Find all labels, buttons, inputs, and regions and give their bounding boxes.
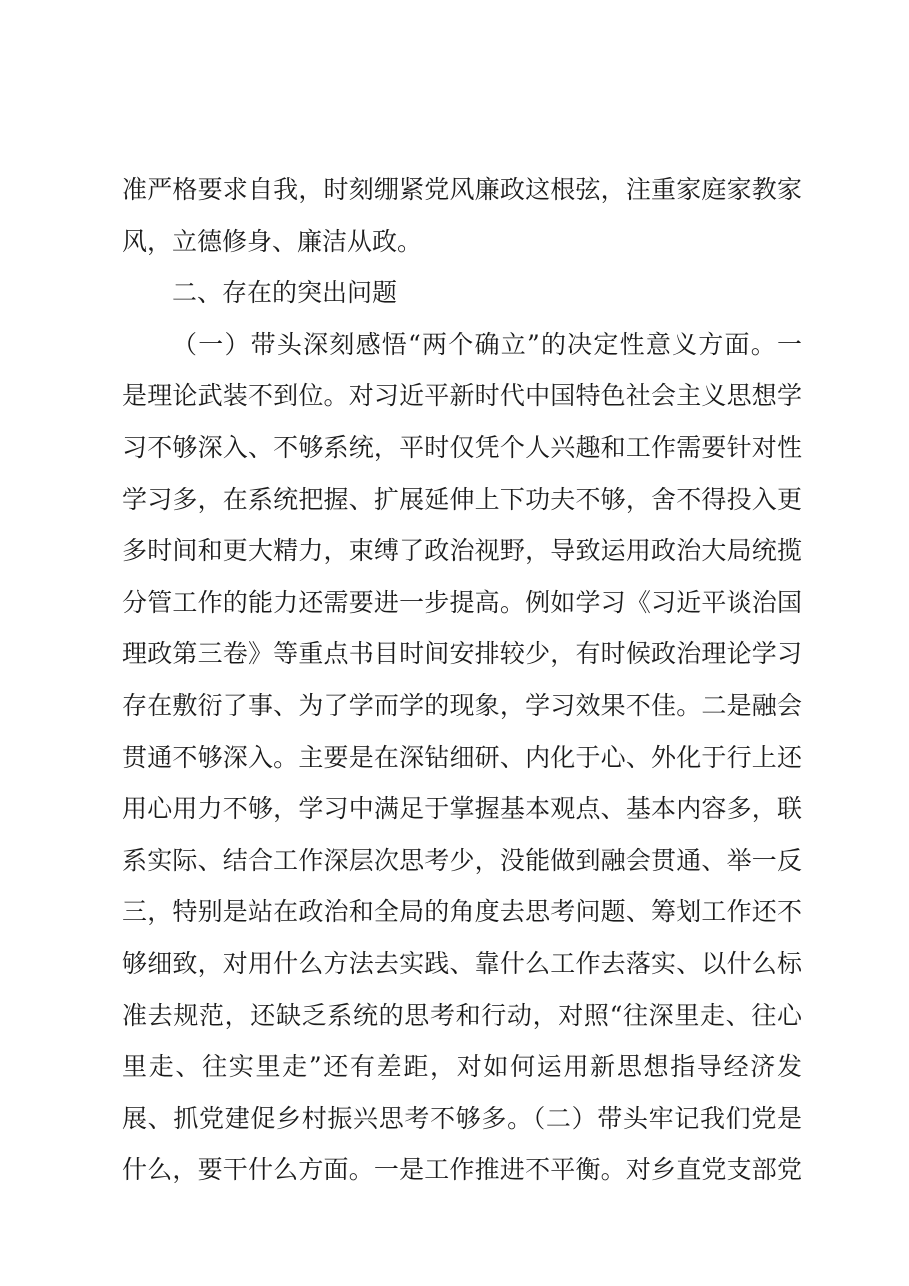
paragraph-line: 准去规范，还缺乏系统的思考和行动，对照“往深里走、往心: [122, 1000, 802, 1030]
paragraph-line: 分管工作的能力还需要进一步提高。例如学习《习近平谈治国: [122, 587, 802, 617]
paragraph-line: 展、抓党建促乡村振兴思考不够多。（二）带头牢记我们党是: [122, 1103, 802, 1133]
paragraph-line: 多时间和更大精力，束缚了政治视野，导致运用政治大局统揽: [122, 536, 802, 566]
paragraph-line: 是理论武装不到位。对习近平新时代中国特色社会主义思想学: [122, 381, 802, 411]
paragraph-line: 风，立德修身、廉洁从政。: [122, 226, 423, 256]
paragraph-line: 贯通不够深入。主要是在深钻细研、内化于心、外化于行上还: [122, 742, 802, 772]
paragraph-line: 理政第三卷》等重点书目时间安排较少，有时候政治理论学习: [122, 639, 802, 669]
paragraph-line: 准严格要求自我，时刻绷紧党风廉政这根弦，注重家庭家教家: [122, 175, 802, 204]
paragraph-line: 里走、往实里走”还有差距，对如何运用新思想指导经济发: [122, 1052, 802, 1082]
body-text: [122, 164, 802, 1196]
paragraph-line: 三，特别是站在政治和全局的角度去思考问题、筹划工作还不: [122, 897, 802, 927]
paragraph-line: 什么，要干什么方面。一是工作推进不平衡。对乡直党支部党: [122, 1155, 802, 1185]
paragraph-line: 习不够深入、不够系统，平时仅凭个人兴趣和工作需要针对性: [122, 432, 802, 462]
paragraph-line: （一）带头深刻感悟“两个确立”的决定性意义方面。一: [172, 329, 802, 359]
section-heading: 二、存在的突出问题: [172, 278, 398, 308]
paragraph-line: 够细致，对用什么方法去实践、靠什么工作去落实、以什么标: [122, 948, 802, 978]
paragraph-line: 用心用力不够，学习中满足于掌握基本观点、基本内容多，联: [122, 794, 802, 824]
paragraph-line: 存在敷衍了事、为了学而学的现象，学习效果不佳。二是融会: [122, 690, 802, 720]
paragraph-line: 系实际、结合工作深层次思考少，没能做到融会贯通、举一反: [122, 845, 802, 875]
paragraph-line: 学习多，在系统把握、扩展延伸上下功夫不够，舍不得投入更: [122, 484, 802, 514]
